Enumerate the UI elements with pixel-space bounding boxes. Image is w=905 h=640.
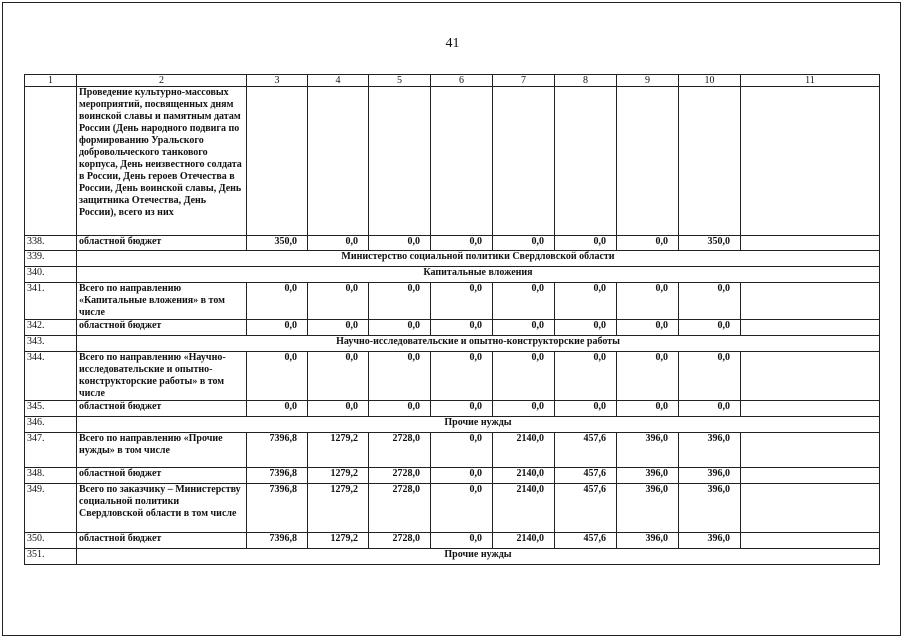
table-row [25,352,880,401]
value-cell: 2140,0 [493,484,555,533]
value-cell: 0,0 [431,401,493,417]
row-name: Всего по направлению «Прочие нужды» в том числе [77,433,247,468]
value-cell [617,87,679,236]
value-cell: 0,0 [308,236,369,251]
value-cell [308,87,369,236]
value-cell [555,87,617,236]
column-header: 5 [369,75,431,87]
table-row [25,433,880,468]
value-cell: 0,0 [431,283,493,320]
row-number: 342. [25,320,77,336]
column-header: 2 [77,75,247,87]
table-row [25,283,880,320]
value-cell: 1279,2 [308,468,369,484]
value-cell: 0,0 [493,401,555,417]
row-number: 350. [25,533,77,549]
section-row [25,251,880,267]
value-cell [369,87,431,236]
value-cell: 0,0 [431,533,493,549]
value-cell: 0,0 [617,283,679,320]
value-cell: 396,0 [679,533,741,549]
empty-cell [741,320,880,336]
value-cell: 396,0 [617,433,679,468]
value-cell: 0,0 [555,401,617,417]
value-cell: 457,6 [555,433,617,468]
value-cell: 0,0 [308,352,369,401]
value-cell: 0,0 [247,401,308,417]
value-cell: 0,0 [679,352,741,401]
value-cell: 0,0 [369,401,431,417]
value-cell: 0,0 [555,283,617,320]
value-cell: 0,0 [431,433,493,468]
row-number: 338. [25,236,77,251]
empty-cell [741,484,880,533]
value-cell: 0,0 [493,283,555,320]
row-name: областной бюджет [77,236,247,251]
budget-table [24,74,880,565]
value-cell: 0,0 [493,352,555,401]
value-cell [679,87,741,236]
value-cell: 2728,0 [369,533,431,549]
row-number: 343. [25,336,77,352]
value-cell: 0,0 [247,283,308,320]
column-header: 11 [741,75,880,87]
value-cell: 0,0 [369,236,431,251]
value-cell: 1279,2 [308,533,369,549]
column-header: 3 [247,75,308,87]
empty-cell [741,87,880,236]
table-row [25,484,880,533]
section-title: Капитальные вложения [77,267,880,283]
page-number: 41 [445,36,460,51]
value-cell: 7396,8 [247,468,308,484]
value-cell: 457,6 [555,468,617,484]
value-cell: 0,0 [679,401,741,417]
value-cell: 0,0 [369,352,431,401]
table-row [25,236,880,251]
row-number: 349. [25,484,77,533]
value-cell [431,87,493,236]
empty-cell [741,401,880,417]
row-number: 339. [25,251,77,267]
row-name: областной бюджет [77,320,247,336]
value-cell: 0,0 [617,236,679,251]
value-cell: 0,0 [555,236,617,251]
value-cell: 7396,8 [247,533,308,549]
row-number: 348. [25,468,77,484]
value-cell: 0,0 [555,352,617,401]
row-number: 345. [25,401,77,417]
table-row [25,468,880,484]
value-cell: 457,6 [555,533,617,549]
value-cell: 0,0 [679,283,741,320]
section-title: Прочие нужды [77,549,880,565]
value-cell: 0,0 [308,401,369,417]
value-cell: 7396,8 [247,484,308,533]
row-number: 351. [25,549,77,565]
row-number: 346. [25,417,77,433]
value-cell: 0,0 [247,352,308,401]
section-row [25,336,880,352]
empty-cell [741,533,880,549]
section-title: Прочие нужды [77,417,880,433]
row-name: Проведение культурно-массовых мероприятий, посвященных дням воинской славы и памятным датам России (День народного подвига по формированию Уральского добровольческого танкового корпуса, День неизвестного солдата в России, День героев Отечества в России, День воинской славы, День защитника Отечества, День России), всего из них [77,87,247,236]
value-cell: 350,0 [679,236,741,251]
row-name: Всего по заказчику – Министерству социальной политики Свердловской области в том числе [77,484,247,533]
row-number: 340. [25,267,77,283]
table-row [25,87,880,236]
empty-cell [741,352,880,401]
section-row [25,417,880,433]
value-cell: 0,0 [308,320,369,336]
value-cell: 350,0 [247,236,308,251]
section-row [25,549,880,565]
value-cell: 0,0 [617,320,679,336]
row-name: областной бюджет [77,533,247,549]
value-cell: 0,0 [247,320,308,336]
row-number: 347. [25,433,77,468]
value-cell: 0,0 [431,236,493,251]
value-cell: 396,0 [679,433,741,468]
row-name: Всего по направлению «Научно-исследовательские и опытно-конструкторские работы» в том числе [77,352,247,401]
value-cell: 2140,0 [493,433,555,468]
value-cell [493,87,555,236]
value-cell: 1279,2 [308,484,369,533]
value-cell: 2728,0 [369,433,431,468]
value-cell: 2728,0 [369,468,431,484]
value-cell: 0,0 [308,283,369,320]
column-header: 7 [493,75,555,87]
value-cell: 396,0 [679,484,741,533]
value-cell: 0,0 [431,352,493,401]
value-cell: 0,0 [617,352,679,401]
value-cell: 7396,8 [247,433,308,468]
row-name: областной бюджет [77,468,247,484]
column-header: 1 [25,75,77,87]
column-header: 8 [555,75,617,87]
table-header-row [25,75,880,87]
value-cell: 457,6 [555,484,617,533]
row-name: областной бюджет [77,401,247,417]
empty-cell [741,236,880,251]
value-cell: 2140,0 [493,468,555,484]
column-header: 9 [617,75,679,87]
column-header: 6 [431,75,493,87]
value-cell: 0,0 [431,484,493,533]
value-cell: 0,0 [493,236,555,251]
empty-cell [741,283,880,320]
column-header: 4 [308,75,369,87]
value-cell: 2728,0 [369,484,431,533]
row-name: Всего по направлению «Капитальные вложения» в том числе [77,283,247,320]
value-cell: 0,0 [617,401,679,417]
table-row [25,320,880,336]
row-number: 344. [25,352,77,401]
section-title: Научно-исследовательские и опытно-конструкторские работы [77,336,880,352]
row-number: 341. [25,283,77,320]
value-cell: 396,0 [617,468,679,484]
value-cell: 396,0 [679,468,741,484]
value-cell: 0,0 [493,320,555,336]
table-row [25,401,880,417]
value-cell: 2140,0 [493,533,555,549]
table-row [25,533,880,549]
empty-cell [741,468,880,484]
section-title: Министерство социальной политики Свердловской области [77,251,880,267]
empty-cell [741,433,880,468]
value-cell: 0,0 [555,320,617,336]
value-cell: 1279,2 [308,433,369,468]
row-number [25,87,77,236]
value-cell: 0,0 [431,468,493,484]
value-cell: 396,0 [617,484,679,533]
value-cell: 0,0 [369,320,431,336]
value-cell: 396,0 [617,533,679,549]
value-cell [247,87,308,236]
value-cell: 0,0 [369,283,431,320]
value-cell: 0,0 [431,320,493,336]
section-row [25,267,880,283]
value-cell: 0,0 [679,320,741,336]
column-header: 10 [679,75,741,87]
